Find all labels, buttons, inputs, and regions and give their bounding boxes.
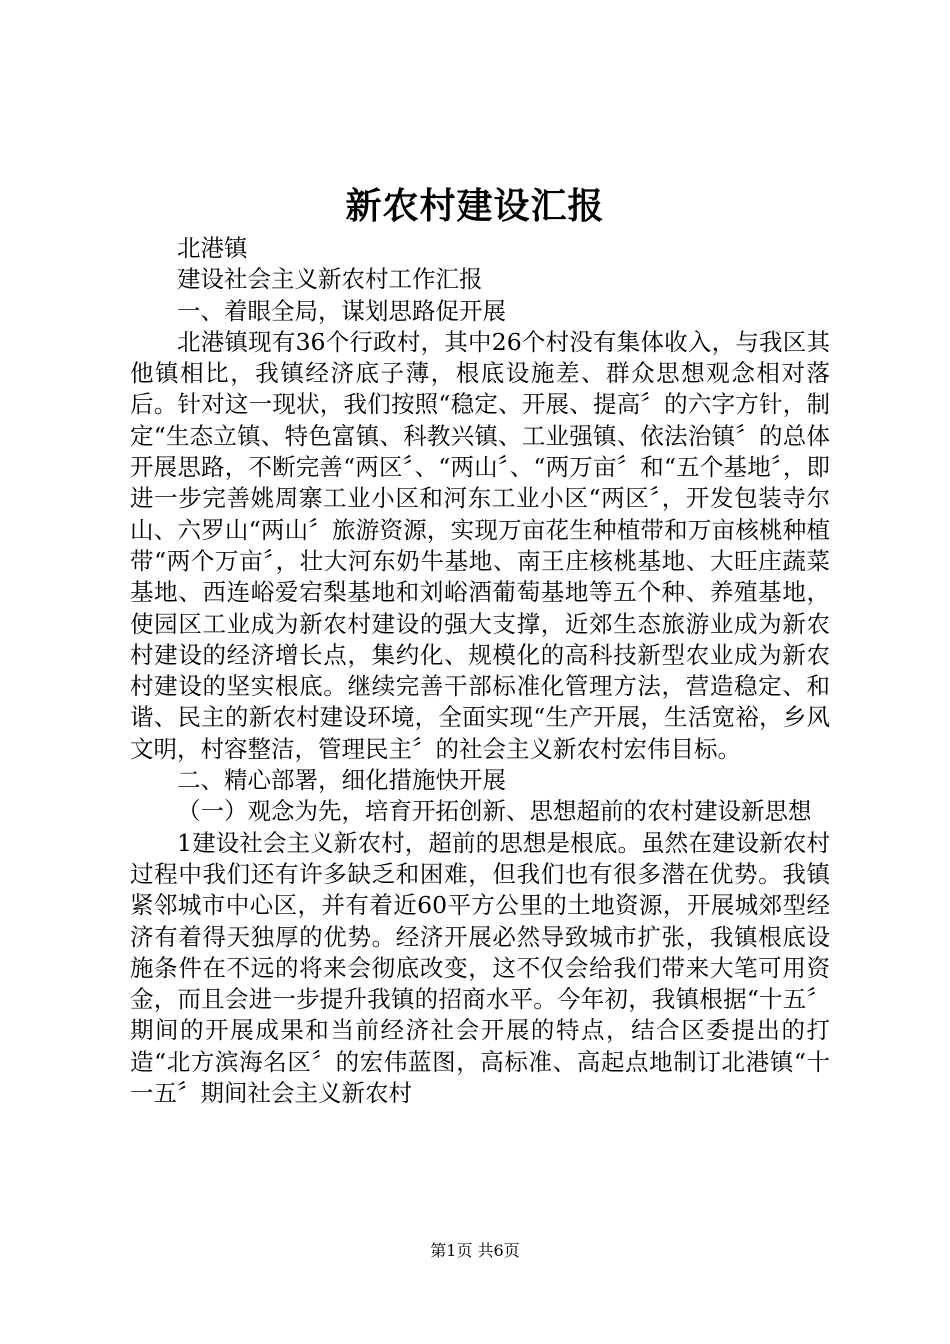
subsection-heading-1: （一）观念为先，培育开拓创新、思想超前的农村建设新思想 xyxy=(177,797,812,826)
author-line: 北港镇 xyxy=(177,234,248,262)
section-heading-2: 二、精心部署，细化措施快开展 xyxy=(177,766,506,795)
document-body xyxy=(130,233,830,1109)
subtitle-line: 建设社会主义新农村工作汇报 xyxy=(177,265,483,294)
body-paragraph: 1建设社会主义新农村，超前的思想是根底。虽然在建设新农村过程中我们还有许多缺乏和困难，但我们也有很多潜在优势。我镇紧邻城市中心区，并有着近60平方公里的土地资源，开展城郊型经济有着得天独厚的优势。经济开展必然导致城市扩张，我镇根底设施条件在不远的将来会彻底改变，这不仅会给我们带来大笔可用资金，而且会进一步提升我镇的招商水平。今年初，我镇根据“十五〞期间的开展成果和当前经济社会开展的特点，结合区委提出的打造“北方滨海名区〞的宏伟蓝图，高标准、高起点地制订北港镇“十一五〞期间社会主义新农村 xyxy=(130,828,830,1108)
section-heading-1: 一、着眼全局，谋划思路促开展 xyxy=(177,296,506,325)
page-footer: 第1页 共6页 xyxy=(430,1241,520,1260)
body-paragraph: 北港镇现有36个行政村，其中26个村没有集体收入，与我区其他镇相比，我镇经济底子薄，根底设施差、群众思想观念相对落后。针对这一现状，我们按照“稳定、开展、提高〞的六字方针，制定“生态立镇、特色富镇、科教兴镇、工业强镇、依法治镇〞的总体开展思路，不断完善“两区〞、“两山〞、“两万亩〞和“五个基地〞，即进一步完善姚周寨工业小区和河东工业小区“两区〞，开发包装寺尔山、六罗山“两山〞旅游资源，实现万亩花生种植带和万亩核桃种植带“两个万亩〞，壮大河东奶牛基地、南王庄核桃基地、大旺庄蔬菜基地、西连峪爱宕梨基地和刘峪酒葡萄基地等五个种、养殖基地，使园区工业成为新农村建设的强大支撑，近郊生态旅游业成为新农村建设的经济增长点，集约化、规模化的高科技新型农业成为新农村建设的坚实根底。继续完善干部标准化管理方法，营造稳定、和谐、民主的新农村建设环境，全面实现“生产开展，生活宽裕，乡风文明，村容整洁，管理民主〞的社会主义新农村宏伟目标。 xyxy=(130,327,830,763)
document-title: 新农村建设汇报 xyxy=(345,185,605,227)
